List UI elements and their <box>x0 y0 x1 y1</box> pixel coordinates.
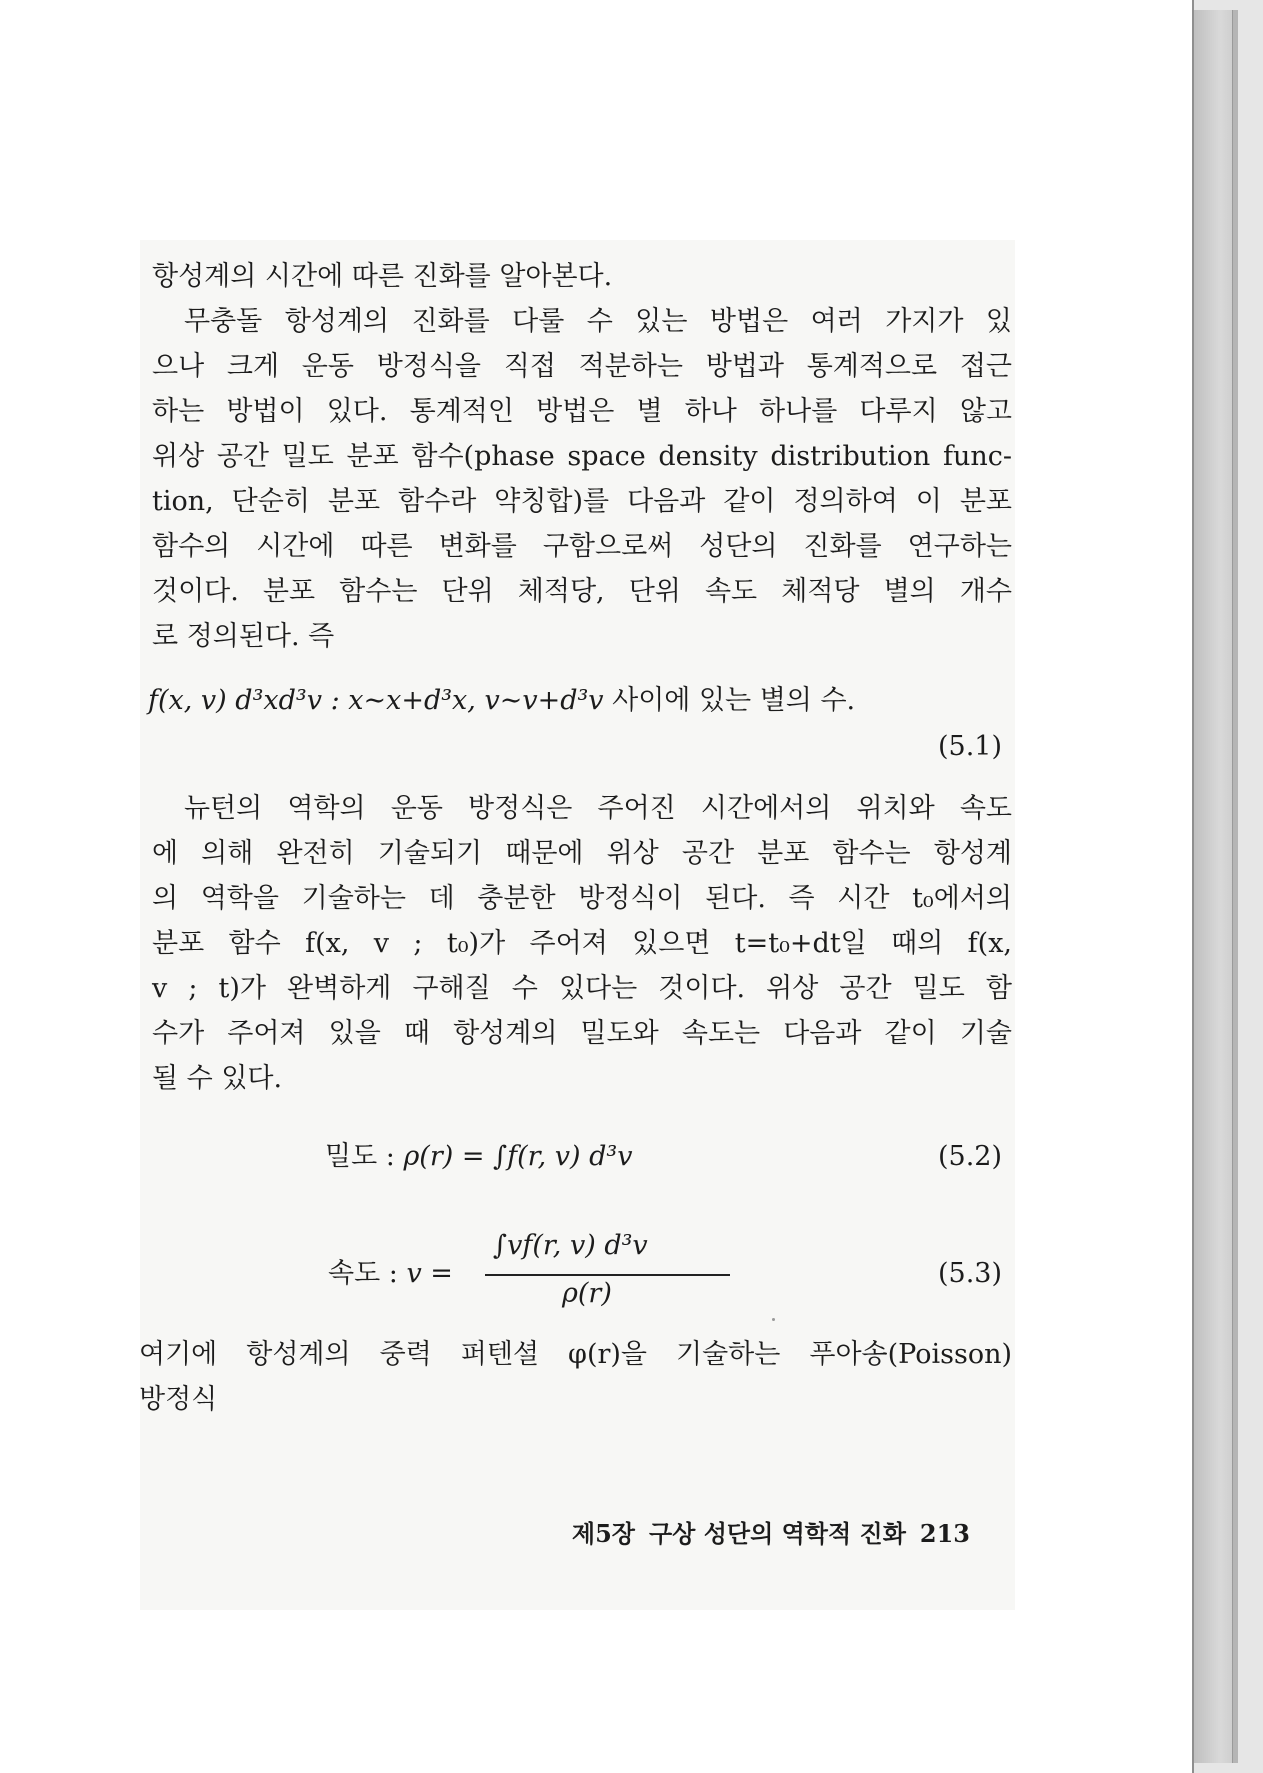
equation-number: (5.2) <box>937 1141 1002 1172</box>
text-line: 하는 방법이 있다. 통계적인 방법은 별 하나 하나를 다루지 않고 <box>152 396 1012 427</box>
text-line: 뉴턴의 역학의 운동 방정식은 주어진 시간에서의 위치와 속도 <box>184 793 1012 824</box>
text-line: 될 수 있다. <box>152 1063 283 1094</box>
velocity-lhs: v = <box>406 1258 453 1289</box>
text-line: 것이다. 분포 함수는 단위 체적당, 단위 속도 체적당 별의 개수 <box>152 576 1012 607</box>
text-line: 으나 크게 운동 방정식을 직접 적분하는 방법과 통계적으로 접근 <box>152 351 1012 382</box>
scan-speck <box>772 1318 775 1321</box>
text-line: 분포 함수 f(x, v ; t₀)가 주어져 있으면 t=t₀+dt일 때의 f(x, <box>152 928 1012 959</box>
equation-5-2 <box>325 1139 633 1175</box>
text-line: 위상 공간 밀도 분포 함수(phase space density distribution func- <box>152 441 1012 472</box>
text-line: 수가 주어져 있을 때 항성계의 밀도와 속도는 다음과 같이 기술 <box>152 1018 1012 1049</box>
text-line: tion, 단순히 분포 함수라 약칭합)를 다음과 같이 정의하여 이 분포 <box>152 486 1012 517</box>
text-line: 함수의 시간에 따른 변화를 구함으로써 성단의 진화를 연구하는 <box>152 531 1012 562</box>
text-line: 에 의해 완전히 기술되기 때문에 위상 공간 분포 함수는 항성계 <box>152 838 1012 869</box>
fraction-denominator: ρ(r) <box>562 1278 612 1309</box>
page-edge-stack <box>1192 10 1233 1763</box>
text-line: 의 역학을 기술하는 데 충분한 방정식이 된다. 즉 시간 t₀에서의 <box>152 883 1012 914</box>
equation-5-1-expression: f(x, v) d³xd³v : x∼x+d³x, v∼v+d³v <box>148 685 604 716</box>
density-label: 밀도 : <box>325 1141 404 1172</box>
footer-chapter: 제5장 <box>571 1519 635 1548</box>
text-line: 항성계의 시간에 따른 진화를 알아본다. <box>152 261 613 292</box>
equation-5-3-left <box>328 1256 453 1292</box>
running-footer <box>530 1518 970 1550</box>
equation-5-1-text: 사이에 있는 별의 수. <box>603 685 856 716</box>
equation-number: (5.3) <box>937 1258 1002 1289</box>
footer-title: 구상 성단의 역학적 진화 <box>648 1519 906 1548</box>
text-line: 로 정의된다. 즉 <box>152 621 335 652</box>
page-number: 213 <box>919 1519 970 1548</box>
text-line: 무충돌 항성계의 진화를 다룰 수 있는 방법은 여러 가지가 있 <box>184 306 1012 337</box>
text-line: 여기에 항성계의 중력 퍼텐셜 φ(r)을 기술하는 푸아송(Poisson) <box>139 1339 1012 1370</box>
equation-5-1 <box>148 683 855 719</box>
text-line: v ; t)가 완벽하게 구해질 수 있다는 것이다. 위상 공간 밀도 함 <box>152 973 1012 1004</box>
velocity-label: 속도 : <box>328 1258 407 1289</box>
equation-number: (5.1) <box>937 731 1002 762</box>
fraction-numerator: ∫vf(r, v) d³v <box>493 1230 648 1261</box>
text-line: 방정식 <box>139 1384 218 1415</box>
density-expression: ρ(r) = ∫f(r, v) d³v <box>403 1141 633 1172</box>
